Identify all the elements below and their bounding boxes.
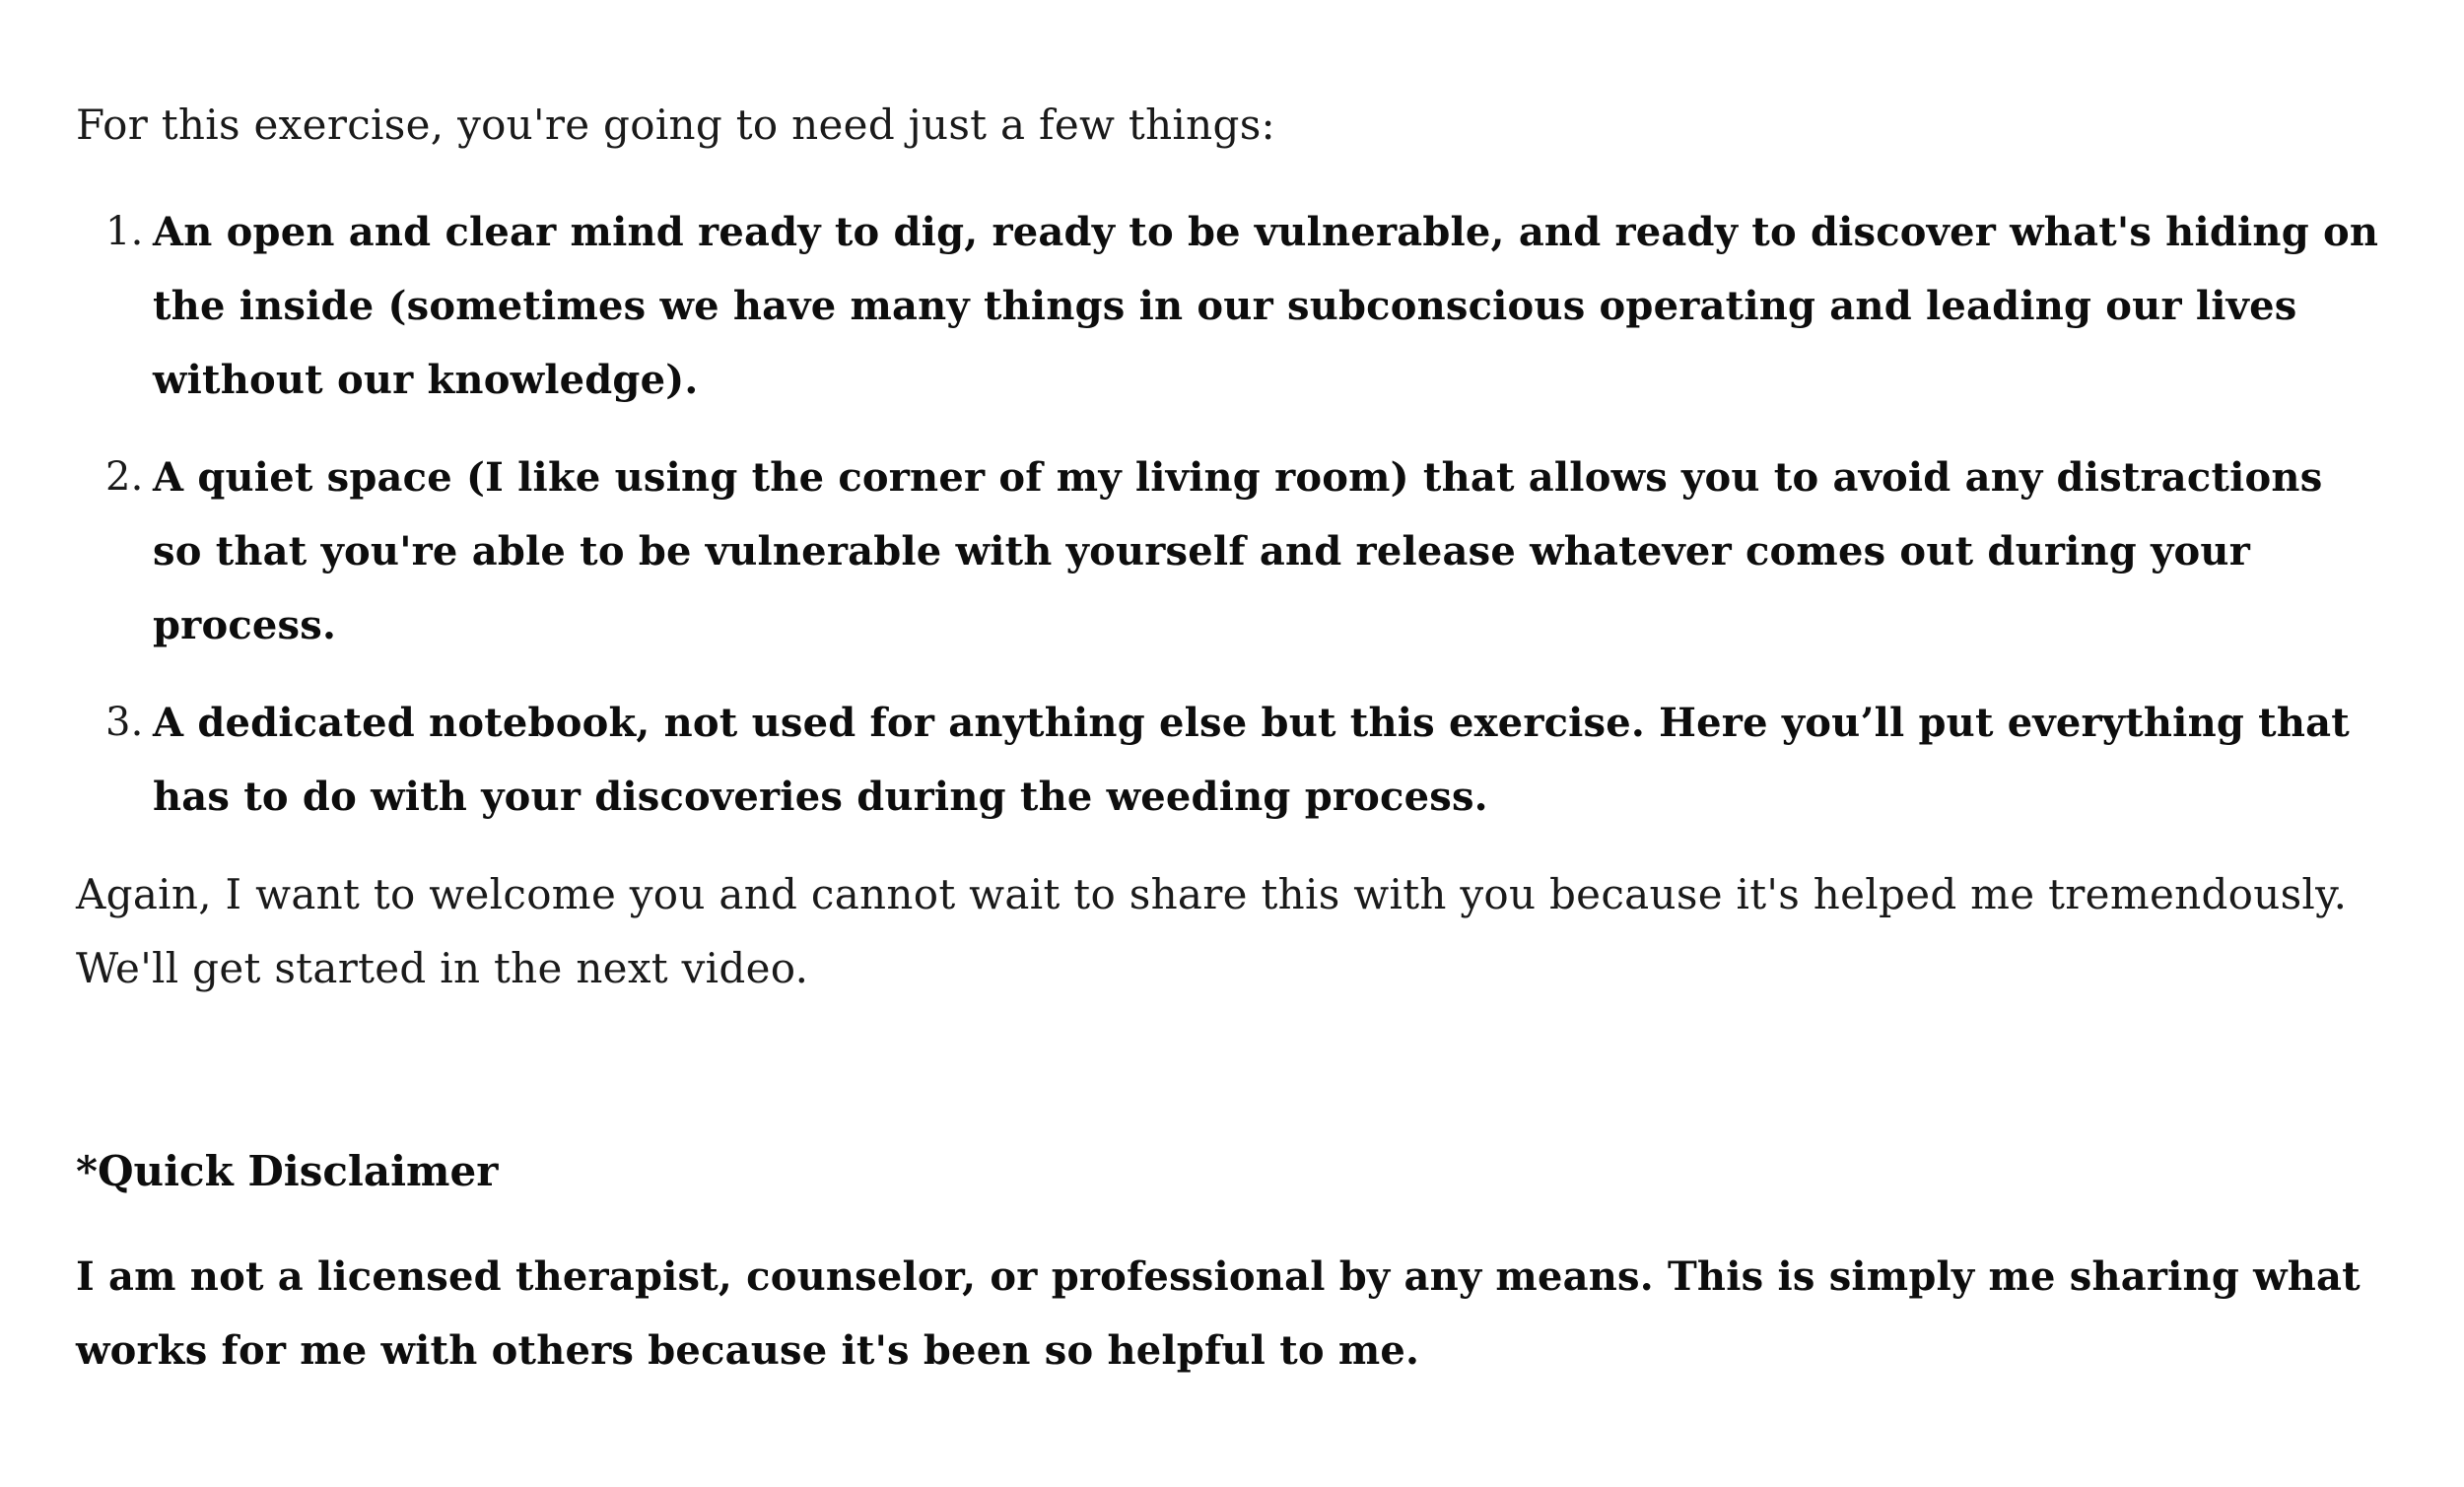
list-item xyxy=(105,440,2382,662)
list-item-number: 1. xyxy=(105,209,144,254)
list-item-text: An open and clear mind ready to dig, ready to be vulnerable, and ready to discover what's hiding on the inside (sometimes we have many things in our subconscious operating and leading our lives without our knowledge). xyxy=(153,209,2379,403)
list-item-number: 3. xyxy=(105,700,144,745)
article-content xyxy=(76,95,2382,1387)
list-item-number: 2. xyxy=(105,454,144,500)
list-item xyxy=(105,195,2382,417)
closing-paragraph: Again, I want to welcome you and cannot wait to share this with you because it's helped me tremendously. We'll get started in the next video. xyxy=(76,870,2348,992)
disclaimer-heading: *Quick Disclaimer xyxy=(76,1147,499,1195)
requirements-list xyxy=(76,195,2382,834)
list-item xyxy=(105,686,2382,834)
intro-paragraph: For this exercise, you're going to need just a few things: xyxy=(76,101,1276,149)
list-item-text: A quiet space (I like using the corner of my living room) that allows you to avoid any distractions so that you're able to be vulnerable with yourself and release whatever comes out during your process. xyxy=(153,454,2323,648)
list-item-text: A dedicated notebook, not used for anything else but this exercise. Here you’ll put everything that has to do with your discoveries during the weeding process. xyxy=(153,700,2350,820)
disclaimer-text: I am not a licensed therapist, counselor, or professional by any means. This is simply me sharing what works for me with others because it's been so helpful to me. xyxy=(76,1253,2361,1374)
